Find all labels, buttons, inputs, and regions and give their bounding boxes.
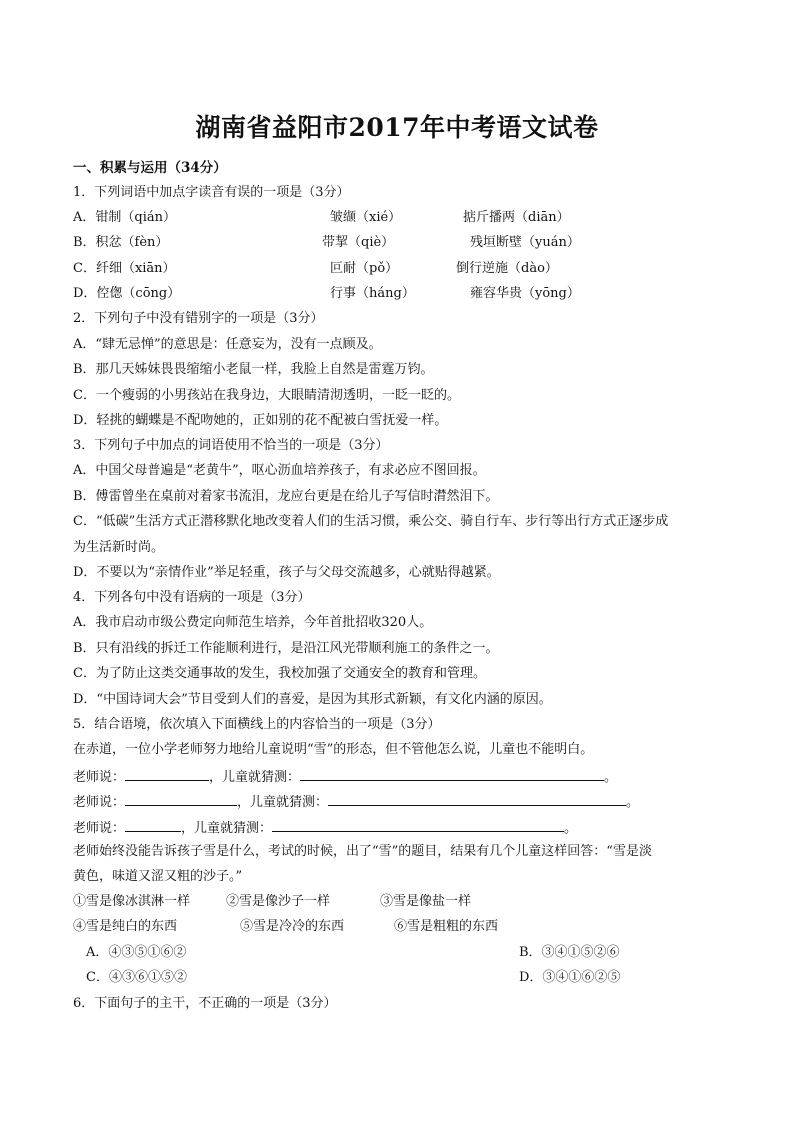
q5-blank-line-3: [73, 818, 577, 838]
q1-option-b3: 残垣断壁（yuán）: [470, 235, 580, 250]
q4-option-a: A．我市启动市级公费定向师范生培养，今年首批招收320人。: [73, 615, 433, 630]
question-1-stem: 1．下列词语中加点字读音有误的一项是（3分）: [73, 185, 350, 200]
q2-option-d: D．轻挑的蝴蝶是不配吻她的，正如别的花不配被白雪抚爱一样。: [73, 413, 448, 428]
q1-option-c3: 倒行逆施（dào）: [456, 261, 558, 276]
q1-option-a3: 掂斤播两（diān）: [463, 210, 570, 225]
q5-item-6: ⑥雪是粗粗的东西: [394, 919, 499, 934]
q5-item-2: ②雪是像沙子一样: [226, 894, 331, 909]
q5-item-4: ④雪是纯白的东西: [73, 919, 178, 934]
question-4-stem: 4．下列各句中没有语病的一项是（3分）: [73, 590, 311, 605]
q5-teacher-said: 老师说：: [73, 821, 126, 836]
q5-child-guess: ，儿童就猜测：: [237, 795, 329, 810]
question-5-stem: 5．结合语境，依次填入下面横线上的内容恰当的一项是（3分）: [73, 717, 441, 732]
q5-after-line-1: 老师始终没能告诉孩子雪是什么，考试的时候，出了“雪”的题目，结果有几个儿童这样回答：“雪是淡: [73, 844, 652, 859]
q5-period: 。: [564, 821, 578, 836]
q1-option-c2: 叵耐（pǒ）: [330, 261, 399, 276]
q5-intro: 在赤道，一位小学老师努力地给儿童说明“雪”的形态，但不管他怎么说，儿童也不能明白。: [73, 742, 594, 757]
q1-option-a2: 皱缬（xié）: [330, 210, 402, 225]
q5-period: 。: [604, 770, 618, 785]
question-2-stem: 2．下列句子中没有错别字的一项是（3分）: [73, 311, 324, 326]
answer-blank[interactable]: [125, 818, 181, 832]
q5-blank-line-1: [73, 767, 617, 787]
q4-option-d: D．“中国诗词大会”节目受到人们的喜爱，是因为其形式新颖，有文化内涵的原因。: [73, 692, 552, 707]
q5-child-guess: ，儿童就猜测：: [209, 770, 301, 785]
q5-option-d: D．③④①⑥②⑤: [519, 970, 621, 985]
q1-option-d3: 雍容华贵（yōng）: [470, 286, 580, 301]
q1-option-b1: B．积忿（fèn）: [73, 235, 169, 250]
q5-child-guess: ，儿童就猜测：: [181, 821, 273, 836]
q5-teacher-said: 老师说：: [73, 770, 126, 785]
answer-blank[interactable]: [125, 767, 209, 781]
q3-option-c-line1: C．“低碳”生活方式正潜移默化地改变着人们的生活习惯，乘公交、骑自行车、步行等出行方式正逐步成: [73, 514, 669, 529]
answer-blank[interactable]: [300, 767, 604, 781]
q5-option-c: C．④③⑥①⑤②: [86, 970, 187, 985]
q5-period: 。: [626, 795, 640, 810]
q5-item-1: ①雪是像冰淇淋一样: [73, 894, 191, 909]
q5-option-b: B．③④①⑤②⑥: [519, 945, 620, 960]
q3-option-a: A．中国父母普遍是“老黄牛”，呕心沥血培养孩子，有求必应不图回报。: [73, 463, 486, 478]
q3-option-d: D．不要以为“亲情作业”举足轻重，孩子与父母交流越多，心就贴得越紧。: [73, 565, 500, 580]
q5-option-a: A．④③⑤①⑥②: [86, 945, 187, 960]
q1-option-b2: 带挈（qiè）: [322, 235, 395, 250]
q1-option-c1: C．纤细（xiān）: [73, 261, 176, 276]
answer-blank[interactable]: [125, 792, 237, 806]
q5-blank-line-2: [73, 792, 639, 812]
q3-option-c-line2: 为生活新时尚。: [73, 540, 165, 555]
q1-option-d1: D．倥偬（cōng）: [73, 286, 181, 301]
q5-item-5: ⑤雪是冷冷的东西: [240, 919, 345, 934]
q1-option-d2: 行事（háng）: [330, 286, 415, 301]
q5-after-line-2: 黄色，味道又涩又粗的沙子。”: [73, 869, 243, 884]
page-title: 湖南省益阳市2017年中考语文试卷: [195, 113, 599, 142]
q2-option-a: A．“肆无忌惮”的意思是：任意妄为，没有一点顾及。: [73, 337, 382, 352]
q3-option-b: B．傅雷曾坐在桌前对着家书流泪，龙应台更是在给儿子写信时潸然泪下。: [73, 489, 499, 504]
q4-option-c: C．为了防止这类交通事故的发生，我校加强了交通安全的教育和管理。: [73, 666, 486, 681]
question-6-stem: 6．下面句子的主干，不正确的一项是（3分）: [73, 996, 337, 1011]
q5-item-3: ③雪是像盐一样: [380, 894, 472, 909]
section-heading: 一、积累与运用（34分）: [73, 160, 227, 176]
q1-option-a1: A．钳制（qián）: [73, 210, 176, 225]
q2-option-b: B．那几天姊妹畏畏缩缩小老鼠一样，我脸上自然是雷霆万钧。: [73, 362, 434, 377]
answer-blank[interactable]: [272, 818, 564, 832]
q2-option-c: C．一个瘦弱的小男孩站在我身边，大眼睛清沏透明，一眨一眨的。: [73, 388, 460, 403]
answer-blank[interactable]: [328, 792, 626, 806]
q5-teacher-said: 老师说：: [73, 795, 126, 810]
question-3-stem: 3．下列句子中加点的词语使用不恰当的一项是（3分）: [73, 438, 389, 453]
q4-option-b: B．只有沿线的拆迁工作能顺利进行，是沿江风光带顺利施工的条件之一。: [73, 641, 499, 656]
